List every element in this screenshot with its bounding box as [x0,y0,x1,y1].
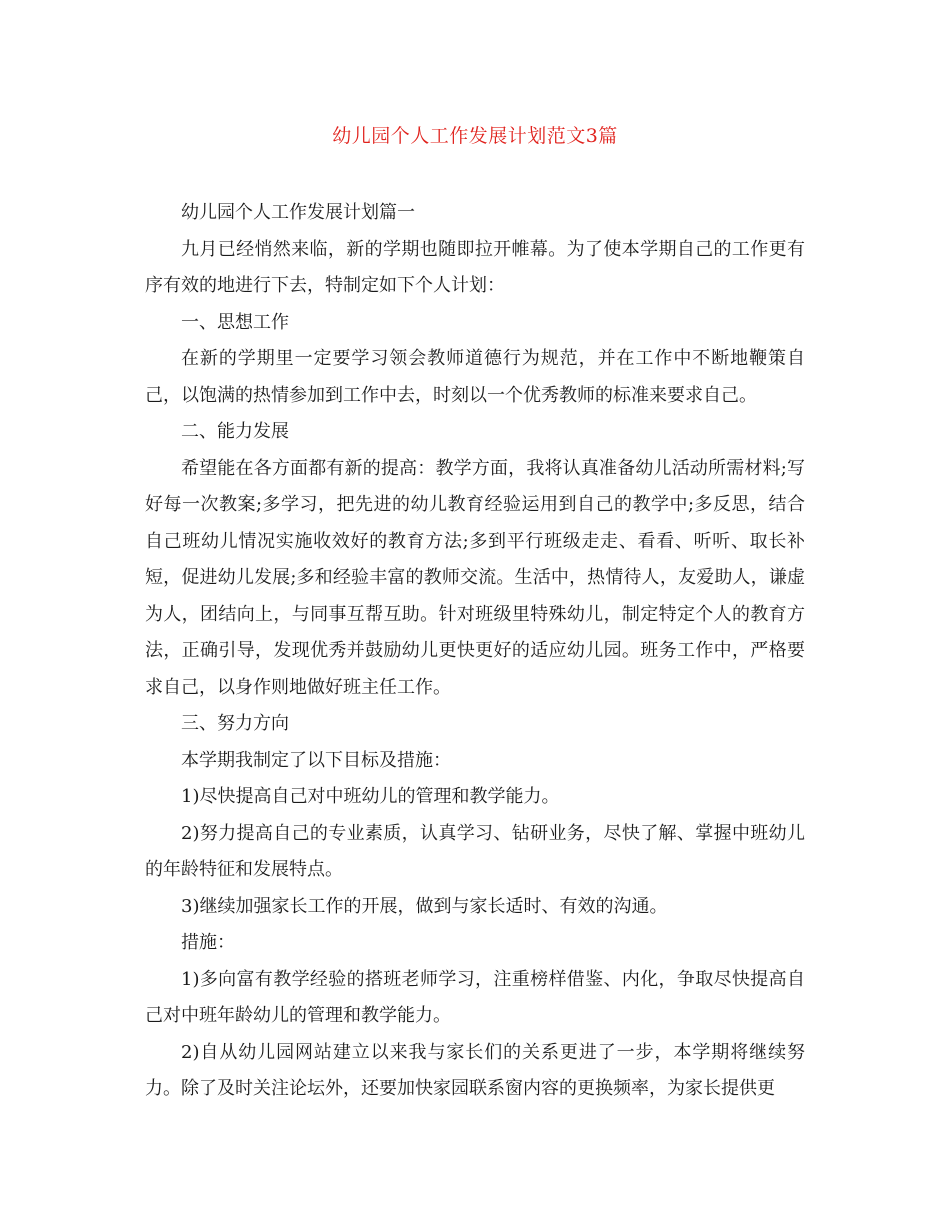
paragraph: 在新的学期里一定要学习领会教师道德行为规范，并在工作中不断地鞭策自己，以饱满的热情参加到工作中去，时刻以一个优秀教师的标准来要求自己。 [145,348,805,406]
section-heading: 一、思想工作 [181,311,289,333]
document-body [145,195,805,1108]
section-heading: 三、努力方向 [181,713,289,734]
document-title: 幼儿园个人工作发展计划范文3篇 [332,125,618,147]
list-item: 2)自从幼儿园网站建立以来我与家长们的关系更进了一步，本学期将继续努力。除了及时关注论坛外，还要加快家园联系窗内容的更换频率，为家长提供更 [145,1041,805,1099]
list-item: 2)努力提高自己的专业素质，认真学习、钻研业务，尽快了解、掌握中班幼儿的年龄特征和发展特点。 [145,822,805,880]
paragraph: 九月已经悄然来临，新的学期也随即拉开帷幕。为了使本学期自己的工作更有序有效的地进行下去，特制定如下个人计划： [145,238,805,296]
paragraph: 希望能在各方面都有新的提高：教学方面，我将认真准备幼儿活动所需材料;写好每一次教案;多学习，把先进的幼儿教育经验运用到自己的教学中;多反思，结合自己班幼儿情况实施收效好的教育方法;多到平行班级走走、看看、听听、取长补短，促进幼儿发展;多和经验丰富的教师交流。生活中，热情待人，友爱助人，谦虚为人，团结向上，与同事互帮互助。针对班级里特殊幼儿，制定特定个人的教育方法，正确引导，发现优秀并鼓励幼儿更快更好的适应幼儿园。班务工作中，严格要求自己，以身作则地做好班主任工作。 [145,457,805,698]
paragraph: 本学期我制定了以下目标及措施： [181,749,451,771]
section-heading: 二、能力发展 [181,421,289,442]
list-item: 1)多向富有教学经验的搭班老师学习，注重榜样借鉴、内化，争取尽快提高自己对中班年龄幼儿的管理和教学能力。 [145,968,805,1026]
list-item: 1)尽快提高自己对中班幼儿的管理和教学能力。 [181,786,560,807]
list-item: 3)继续加强家长工作的开展，做到与家长适时、有效的沟通。 [181,895,668,917]
section-heading: 措施： [181,932,235,953]
section-heading: 幼儿园个人工作发展计划篇一 [181,202,415,223]
